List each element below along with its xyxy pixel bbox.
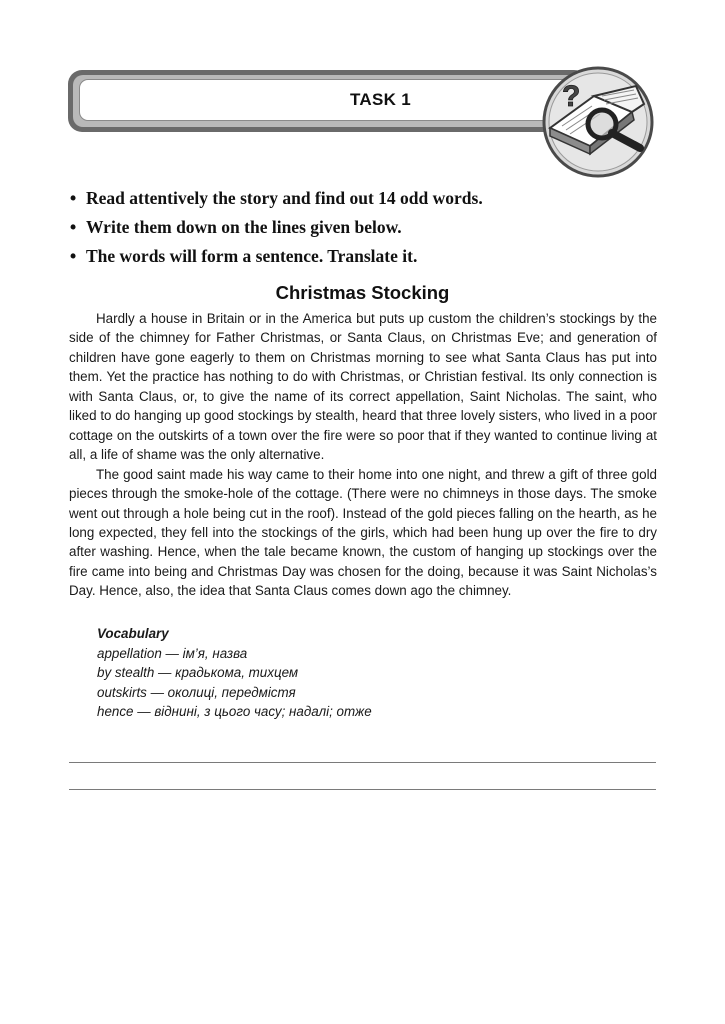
book-magnifier-icon-graphic: [540, 66, 656, 178]
instruction-text: The words will form a sentence. Translate it.: [86, 246, 418, 266]
bullet-icon: •: [70, 217, 77, 237]
instruction-item: [70, 215, 483, 244]
svg-text:?: ?: [562, 80, 581, 113]
instruction-item: [70, 244, 483, 273]
instruction-text: Write them down on the lines given below.: [86, 217, 402, 237]
vocabulary-entry: outskirts — околиці, передмістя: [97, 684, 296, 700]
instructions-list: [70, 186, 483, 273]
vocabulary-entry: by stealth — крадькома, тихцем: [97, 665, 299, 680]
answer-line: [69, 789, 656, 790]
story-paragraph: The good saint made his way came to their home into one night, and threw a gift of three gold pieces through the smoke-hole of the cottage. (There were no chimneys in those days. The smoke went out through a hole being cut in the roof). Instead of the gold pieces falling on the hearth, as he long expected, they fell into the stockings of the girls, which had been hung up over the fire to dry after washing. Hence, when the tale became known, the custom of hanging up stockings over the fire came into being and Christmas Day was chosen for the doing, because it was Saint Nicholas’s Day. Hence, also, the idea that Santa Claus comes down ago the chimney.: [69, 466, 657, 599]
task-banner-plate: [79, 79, 577, 121]
bullet-icon: •: [70, 246, 77, 266]
task-banner-frame: [73, 75, 583, 127]
instruction-item: [70, 186, 483, 215]
vocabulary-heading: Vocabulary: [97, 626, 169, 641]
story-title: Christmas Stocking: [275, 282, 450, 303]
book-magnifier-icon: [540, 66, 656, 178]
task-title: TASK 1: [350, 90, 411, 109]
task-banner: [68, 70, 588, 132]
vocabulary-section: [97, 624, 372, 722]
answer-line: [69, 762, 656, 763]
instruction-text: Read attentively the story and find out 14 odd words.: [86, 188, 483, 208]
vocabulary-entry: hence — віднині, з цього часу; надалі; отже: [97, 704, 372, 719]
bullet-icon: •: [70, 188, 77, 208]
vocabulary-entry: appellation — ім’я, назва: [97, 645, 248, 661]
story-body: [69, 309, 657, 601]
story-paragraph: Hardly a house in Britain or in the America but puts up custom the children’s stockings by the side of the chimney for Father Christmas, or Santa Claus, on Christmas Eve; and generation of children have gone eagerly to them on Christmas morning to see what Santa Claus has put into them. Yet the practice has nothing to do with Christmas, or Christian festival. Its only connection is with Santa Claus, or, to give the name of its correct appellation, Saint Nicholas. The saint, who liked to do hanging up good stockings by stealth, heard that three lovely sisters, who lived in a poor cottage on the outskirts of a town over the fire were so poor that if they wanted to continue living at all, a life of shame was the only alternative.: [69, 311, 657, 463]
